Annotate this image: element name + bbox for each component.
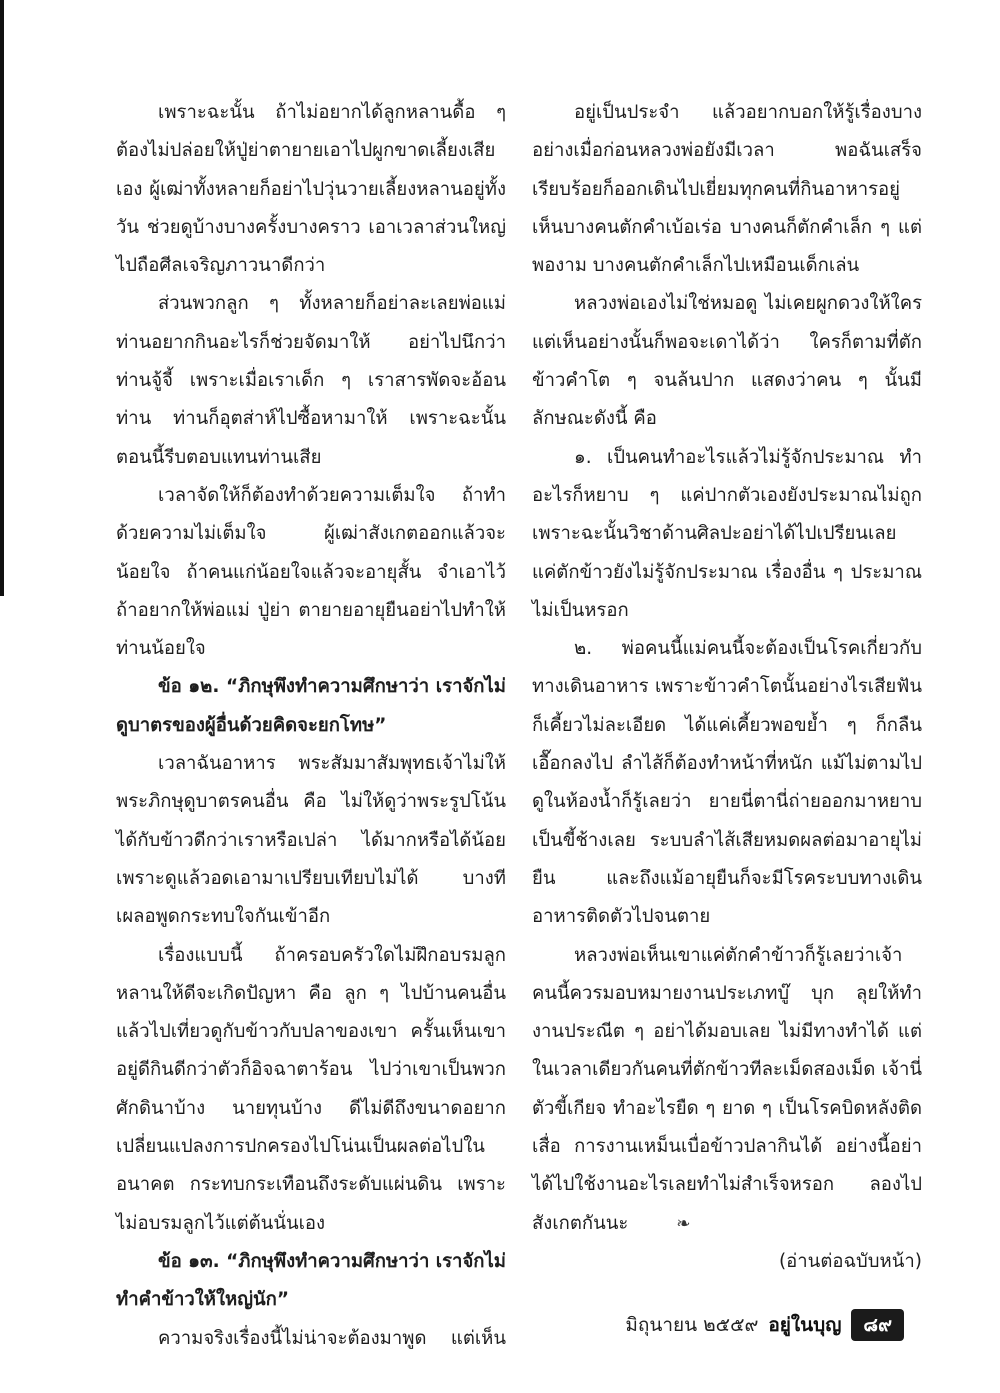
paragraph: ๒. พ่อคนนี้แม่คนนี้จะต้องเป็นโรคเกี่ยวกับทางเดินอาหาร เพราะข้าวคำโตนั้นอย่างไรเสียฟันก็เคี้ยวไม่ละเอียด ได้แค่เคี้ยวพอขย้ำ ๆ ก็กลืนเอื๊อกลงไป ลำไส้ก็ต้องทำหน้าที่หนัก แม้ไม่ตามไปดูในห้องน้ำก็รู้เลยว่า ยายนี่ตานี่ถ่ายออกมาหยาบเป็นขี้ช้างเลย ระบบลำไส้เสียหมดผลต่อมาอายุไม่ยืน และถึงแม้อายุยืนก็จะมีโรคระบบทางเดินอาหารติดตัวไปจนตาย (532, 638, 922, 928)
page-edge-bar (0, 0, 4, 596)
paragraph: เวลาจัดให้ก็ต้องทำด้วยความเต็มใจ ถ้าทำด้วยความไม่เต็มใจ ผู้เฒ่าสังเกตออกแล้วจะน้อยใจ ถ้าคนแก่น้อยใจแล้วจะอายุสั้น จำเอาไว้ ถ้าอยากให้พ่อแม่ ปู่ย่า ตายายอายุยืนอย่าไปทำให้ท่านน้อยใจ (116, 484, 506, 660)
right-text-column (532, 94, 922, 1281)
paragraph: เรื่องแบบนี้ ถ้าครอบครัวใดไม่ฝึกอบรมลูกหลานให้ดีจะเกิดปัญหา คือ ลูก ๆ ไปบ้านคนอื่นแล้วไปเที่ยวดูกับข้าวกับปลาของเขา ครั้นเห็นเขาอยู่ดีกินดีกว่าตัวก็อิจฉาตาร้อน ไปว่าเขาเป็นพวกศักดินาบ้าง นายทุนบ้าง ดีไม่ดีถึงขนาดอยากเปลี่ยนแปลงการปกครองไปโน่นเป็นผลต่อไปในอนาคต กระทบกระเทือนถึงระดับแผ่นดิน เพราะไม่อบรมลูกไว้แต่ต้นนั่นเอง (116, 944, 506, 1234)
page-number-badge: ๘๙ (851, 1309, 904, 1341)
left-text-column (116, 94, 506, 1358)
magazine-title: อยู่ในบุญ (768, 1314, 842, 1336)
paragraph (532, 937, 922, 1243)
closing-paragraph-text: หลวงพ่อเห็นเขาแค่ตักคำข้าวก็รู้เลยว่าเจ้าคนนี้ควรมอบหมายงานประเภทบู๊ บุก ลุยให้ทำ งานประณีต ๆ อย่าได้มอบเลย ไม่มีทางทำได้ แต่ในเวลาเดียวกันคนที่ตักข้าวทีละเม็ดสองเม็ด เจ้านี่ตัวขี้เกียจ ทำอะไรยืด ๆ ยาด ๆ เป็นโรคบิดหลังติดเสื่อ การงานเหม็นเบื่อข้าวปลากินได้ อย่างนี้อย่าได้ไปใช้งานอะไรเลยทำไม่สำเร็จหรอก ลองไปสังเกตกันนะ (532, 944, 922, 1234)
paragraph: เวลาฉันอาหาร พระสัมมาสัมพุทธเจ้าไม่ให้พระภิกษุดูบาตรคนอื่น คือ ไม่ให้ดูว่าพระรูปโน้นได้กับข้าวดีกว่าเราหรือเปล่า ได้มากหรือได้น้อย เพราะดูแล้วอดเอามาเปรียบเทียบไม่ได้ บางทีเผลอพูดกระทบใจกันเข้าอีก (116, 753, 506, 928)
paragraph: เพราะฉะนั้น ถ้าไม่อยากได้ลูกหลานดื้อ ๆ ต้องไม่ปล่อยให้ปู่ย่าตายายเอาไปผูกขาดเลี้ยงเสียเอง ผู้เฒ่าทั้งหลายก็อย่าไปวุ่นวายเลี้ยงหลานอยู่ทั้งวัน ช่วยดูบ้างบางครั้งบางคราว เอาเวลาส่วนใหญ่ไปถือศีลเจริญภาวนาดีกว่า (116, 102, 506, 277)
paragraph: อยู่เป็นประจำ แล้วอยากบอกให้รู้เรื่องบางอย่างเมื่อก่อนหลวงพ่อยังมีเวลา พอฉันเสร็จเรียบร้อยก็ออกเดินไปเยี่ยมทุกคนที่กินอาหารอยู่ เห็นบางคนตักคำเบ้อเร่อ บางคนก็ตักคำเล็ก ๆ แต่พองาม บางคนตักคำเล็กไปเหมือนเด็กเล่น (532, 102, 922, 277)
paragraph: ความจริงเรื่องนี้ไม่น่าจะต้องมาพูด แต่เห็น (158, 1327, 506, 1349)
section-heading-rule-13: ข้อ ๑๓. “ภิกษุพึงทำความศึกษาว่า เราจักไม่ทำคำข้าวให้ใหญ่นัก” (116, 1250, 506, 1311)
paragraph: ส่วนพวกลูก ๆ ทั้งหลายก็อย่าละเลยพ่อแม่ ท่านอยากกินอะไรก็ช่วยจัดมาให้ อย่าไปนึกว่าท่านจู้จี้ เพราะเมื่อเราเด็ก ๆ เราสารพัดจะอ้อนท่าน ท่านก็อุตส่าห์ไปซื้อหามาให้ เพราะฉะนั้นตอนนี้รีบตอบแทนท่านเสีย (116, 293, 506, 468)
paragraph: ๑. เป็นคนทำอะไรแล้วไม่รู้จักประมาณ ทำอะไรก็หยาบ ๆ แค่ปากตัวเองยังประมาณไม่ถูก เพราะฉะนั้นวิชาด้านศิลปะอย่าได้ไปเปรียนเลย แค่ตักข้าวยังไม่รู้จักประมาณ เรื่องอื่น ๆ ประมาณไม่เป็นหรอก (532, 446, 922, 621)
issue-date: มิถุนายน ๒๕๕๙ (625, 1314, 759, 1336)
leaf-end-mark-icon: ❧ (676, 1213, 691, 1234)
page-footer (625, 1308, 904, 1342)
paragraph: หลวงพ่อเองไม่ใช่หมอดู ไม่เคยผูกดวงให้ใคร แต่เห็นอย่างนั้นก็พอจะเดาได้ว่า ใครก็ตามที่ตักข้าวคำโต ๆ จนล้นปาก แสดงว่าคน ๆ นั้นมีลักษณะดังนี้ คือ (532, 293, 922, 430)
continue-next-issue-note: (อ่านต่อฉบับหน้า) (778, 1250, 922, 1272)
section-heading-rule-12: ข้อ ๑๒. “ภิกษุพึงทำความศึกษาว่า เราจักไม่ดูบาตรของผู้อื่นด้วยคิดจะยกโทษ” (116, 676, 506, 736)
